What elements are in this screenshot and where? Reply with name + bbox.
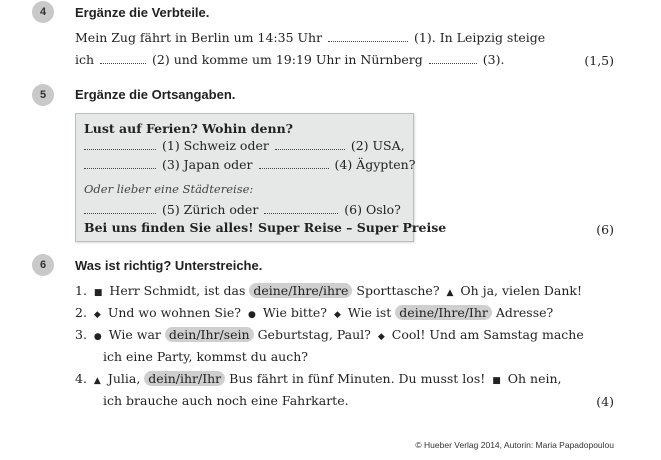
advert-title: Lust auf Ferien? Wohin denn?: [84, 121, 293, 136]
text: Adresse?: [495, 305, 554, 320]
text: (4) Ägypten?: [334, 157, 416, 172]
text: Sporttasche?: [356, 283, 440, 298]
advert-closing: Bei uns finden Sie alles! Super Reise – Super Preise: [84, 220, 447, 235]
question-2: [75, 304, 553, 324]
blank-3[interactable]: [429, 52, 477, 64]
question-3: [75, 326, 584, 346]
text: (6) Oslo?: [344, 202, 401, 217]
blank-2[interactable]: [100, 52, 146, 64]
text: Mein Zug fährt in Berlin um 14:35 Uhr: [75, 30, 323, 45]
advert-line-2: [84, 156, 415, 173]
item-number: 1.: [75, 283, 87, 298]
answer-options[interactable]: dein/Ihr/sein: [165, 327, 254, 342]
text: Julia,: [107, 371, 141, 386]
exercise-5-points: (6): [596, 222, 614, 237]
question-1: [75, 282, 582, 302]
question-3-continued: ich eine Party, kommst du auch?: [103, 349, 308, 364]
item-number: 2.: [75, 305, 87, 320]
blank-1[interactable]: [328, 30, 408, 42]
text: Und wo wohnen Sie?: [107, 305, 241, 320]
text: (2) USA,: [350, 138, 405, 153]
text: (1). In Leipzig steige: [414, 30, 546, 45]
diamond-icon: ◆: [333, 310, 341, 320]
blank-4[interactable]: [259, 157, 329, 169]
text: (3) Japan oder: [161, 157, 253, 172]
blank-2[interactable]: [275, 138, 345, 150]
answer-options[interactable]: dein/ihr/Ihr: [144, 371, 225, 386]
text: (2) und komme um 19:19 Uhr in Nürnberg: [152, 52, 423, 67]
text: Wie ist: [347, 305, 392, 320]
exercise-4-line-1: [75, 29, 545, 47]
exercise-4-title: Ergänze die Verbteile.: [75, 5, 210, 20]
text: Wie bitte?: [262, 305, 327, 320]
text: ich: [75, 52, 95, 67]
blank-5[interactable]: [84, 202, 156, 214]
circle-icon: ●: [93, 332, 102, 342]
triangle-icon: ▲: [446, 288, 454, 298]
blank-3[interactable]: [84, 157, 156, 169]
square-icon: ■: [93, 288, 103, 298]
answer-options[interactable]: deine/Ihre/Ihr: [395, 305, 492, 320]
text: Wie war: [108, 327, 161, 342]
advert-box: [75, 113, 447, 242]
blank-1[interactable]: [84, 138, 156, 150]
diamond-icon: ◆: [93, 310, 101, 320]
diamond-icon: ◆: [377, 332, 385, 342]
advert-line-3: [84, 201, 401, 218]
square-icon: ■: [492, 376, 501, 386]
answer-options[interactable]: deine/Ihre/ihre: [249, 283, 352, 298]
text: Herr Schmidt, ist das: [109, 283, 246, 298]
text: (5) Zürich oder: [161, 202, 259, 217]
text: Bus fährt in fünf Minuten. Du musst los!: [229, 371, 486, 386]
text: Oh nein,: [507, 371, 562, 386]
circle-icon: ●: [247, 310, 256, 320]
advert-italic-line: Oder lieber eine Städtereise:: [84, 182, 254, 196]
exercise-number-5: 5: [32, 84, 54, 106]
exercise-6-points: (4): [596, 394, 614, 409]
question-4: [75, 370, 562, 390]
exercise-5-title: Ergänze die Ortsangaben.: [75, 87, 236, 102]
item-number: 4.: [75, 371, 87, 386]
text: Cool! Und am Samstag mache: [391, 327, 584, 342]
question-4-continued: ich brauche auch noch eine Fahrkarte.: [103, 393, 349, 408]
exercise-4-points: (1,5): [584, 53, 614, 68]
text: (3).: [482, 52, 505, 67]
text: Geburtstag, Paul?: [257, 327, 371, 342]
item-number: 3.: [75, 327, 87, 342]
text: (1) Schweiz oder: [161, 138, 269, 153]
triangle-icon: ▲: [93, 376, 101, 386]
exercise-6-title: Was ist richtig? Unterstreiche.: [75, 258, 263, 273]
copyright-footer: © Hueber Verlag 2014, Autorin: Maria Papadopoulou: [415, 440, 614, 450]
exercise-number-4: 4: [32, 1, 54, 23]
exercise-number-6: 6: [32, 254, 54, 276]
exercise-4-line-2: [75, 51, 504, 69]
text: Oh ja, vielen Dank!: [460, 283, 582, 298]
blank-6[interactable]: [264, 202, 338, 214]
advert-line-1: [84, 137, 405, 154]
